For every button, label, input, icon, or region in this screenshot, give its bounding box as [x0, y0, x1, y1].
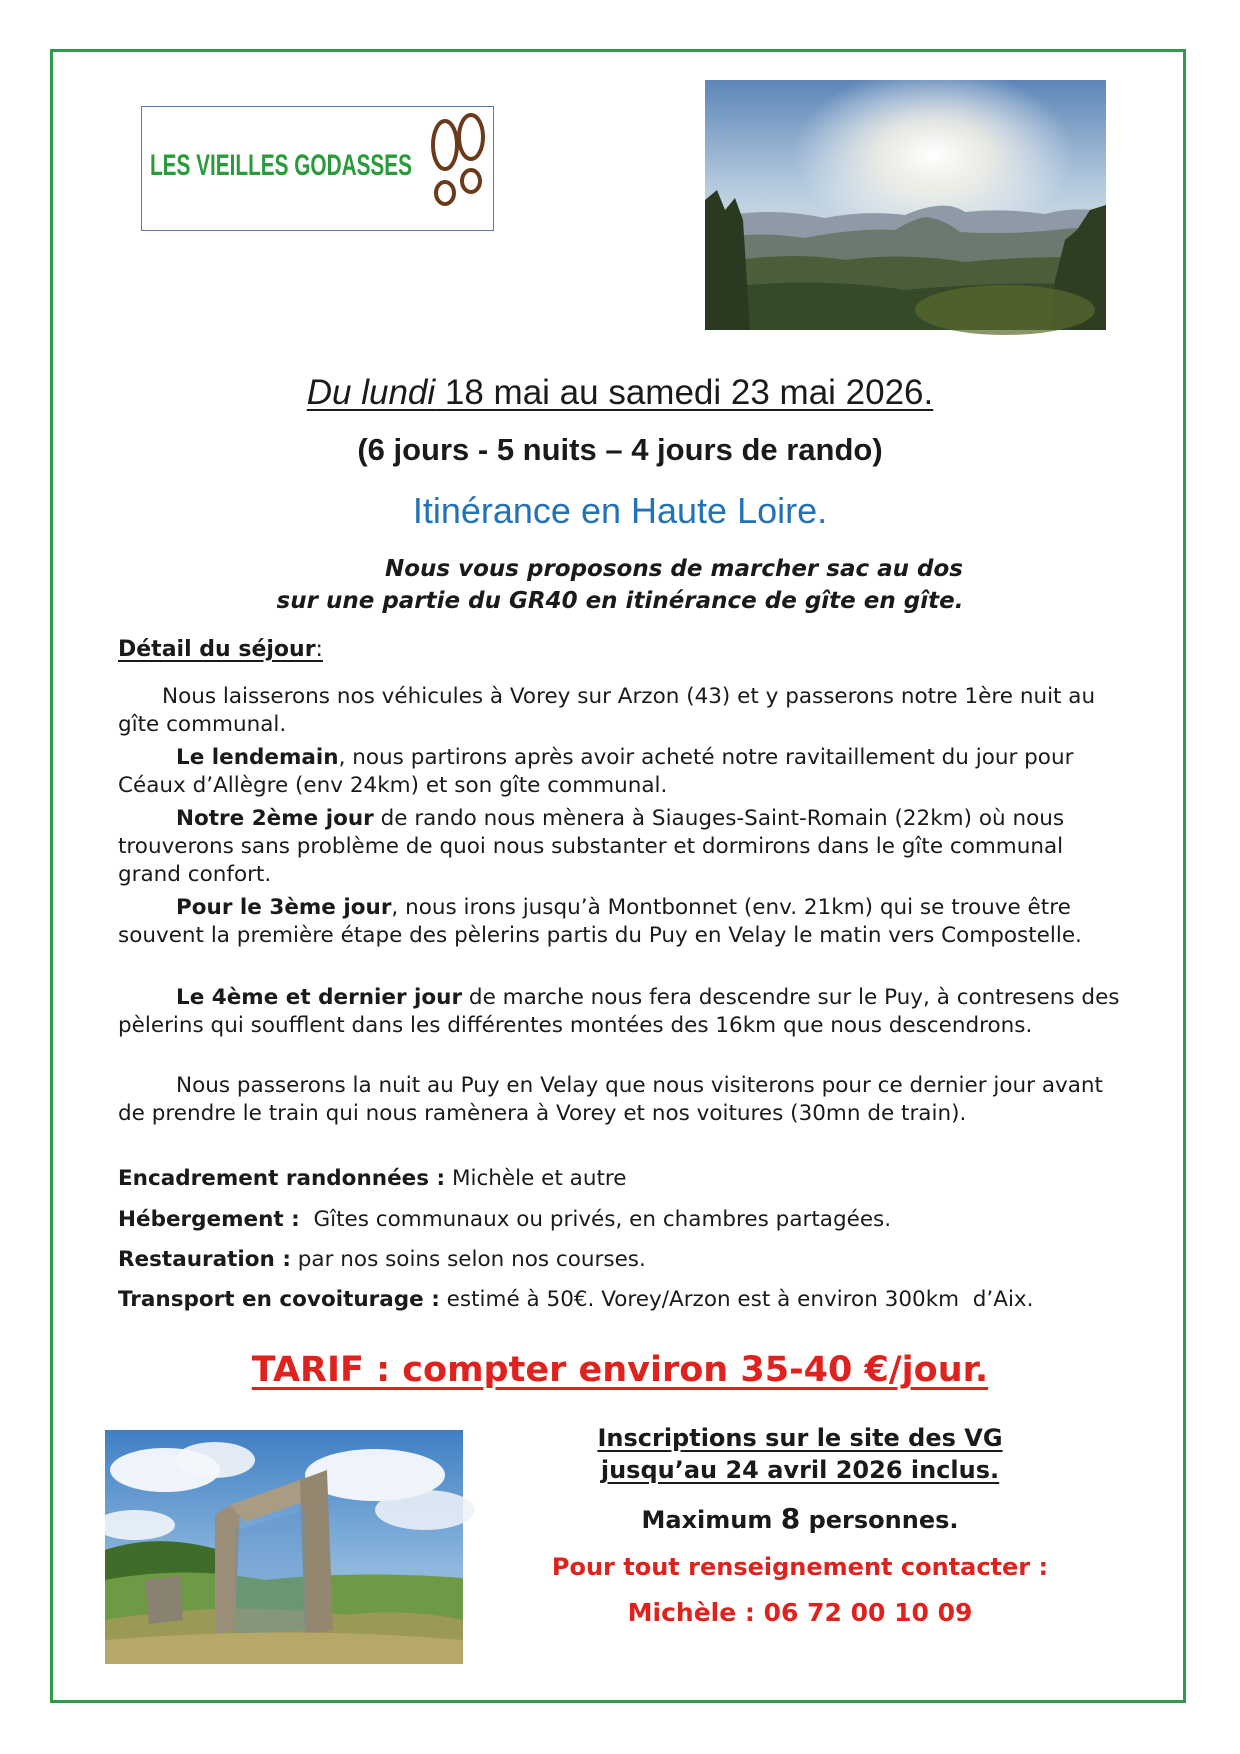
detail-heading: Détail du séjour:	[118, 637, 323, 662]
logo-text: LES VIEILLES GODASSES	[150, 149, 412, 182]
club-logo	[141, 106, 494, 231]
detail-paragraph-5: Le 4ème et dernier jour de marche nous fera descendre sur le Puy, à contresens des pèlerins qui soufflent dans les différentes montées des 16km que nous descendrons.	[118, 985, 1120, 1038]
stone-ruins-photo	[105, 1430, 463, 1664]
registration-line-1: Inscriptions sur le site des VG	[597, 1424, 1003, 1452]
detail-paragraph-2: Le lendemain, nous partirons après avoir acheté notre ravitaillement du jour pour Céaux d’Allègre (env 24km) et son gîte communal.	[118, 745, 1074, 798]
info-restauration: Restauration : par nos soins selon nos courses.	[118, 1247, 646, 1272]
detail-paragraph-6: Nous passerons la nuit au Puy en Velay que nous visiterons pour ce dernier jour avant de prendre le train qui nous ramènera à Vorey et nos voitures (30mn de train).	[118, 1073, 1103, 1126]
detail-heading-text: Détail du séjour	[118, 637, 316, 662]
detail-paragraph-4: Pour le 3ème jour, nous irons jusqu’à Montbonnet (env. 21km) qui se trouve être souvent la première étape des pèlerins partis du Puy en Velay le matin vers Compostelle.	[118, 895, 1082, 948]
max-participants: Maximum 8 personnes.	[641, 1502, 959, 1535]
info-hebergement: Hébergement : Gîtes communaux ou privés, en chambres partagées.	[118, 1207, 892, 1232]
registration-line-2: jusqu’au 24 avril 2026 inclus.	[600, 1456, 1000, 1484]
event-intro	[0, 553, 1240, 617]
boot-prints-icon	[428, 113, 488, 223]
detail-paragraph-1: Nous laisserons nos véhicules à Vorey sur Arzon (43) et y passerons notre 1ère nuit au gîte communal.	[118, 684, 1096, 737]
event-duration: (6 jours - 5 nuits – 4 jours de rando)	[357, 432, 883, 467]
mountain-landscape-photo	[705, 80, 1106, 330]
price-banner: TARIF : compter environ 35-40 €/jour.	[251, 1350, 989, 1390]
detail-paragraph-3: Notre 2ème jour de rando nous mènera à Siauges-Saint-Romain (22km) où nous trouverons sans problème de quoi nous substanter et dormirons dans le gîte communal grand confort.	[118, 806, 1065, 887]
contact-heading: Pour tout renseignement contacter :	[551, 1553, 1049, 1581]
info-transport: Transport en covoiturage : estimé à 50€. Vorey/Arzon est à environ 300km d’Aix.	[118, 1287, 1034, 1312]
intro-line-2: sur une partie du GR40 en itinérance de gîte en gîte.	[276, 588, 964, 614]
contact-phone: Michèle : 06 72 00 10 09	[627, 1598, 973, 1627]
event-title: Itinérance en Haute Loire.	[412, 490, 828, 531]
date-weekday: Du lundi	[306, 373, 436, 412]
event-dates	[0, 373, 1240, 413]
date-range: 18 mai au samedi 23 mai 2026.	[435, 373, 934, 412]
info-encadrement: Encadrement randonnées : Michèle et autre	[118, 1166, 627, 1191]
intro-line-1: Nous vous proposons de marcher sac au dos	[385, 556, 963, 582]
max-number: 8	[780, 1502, 801, 1535]
logo-wordmark	[148, 133, 418, 193]
registration-info	[520, 1422, 1080, 1486]
